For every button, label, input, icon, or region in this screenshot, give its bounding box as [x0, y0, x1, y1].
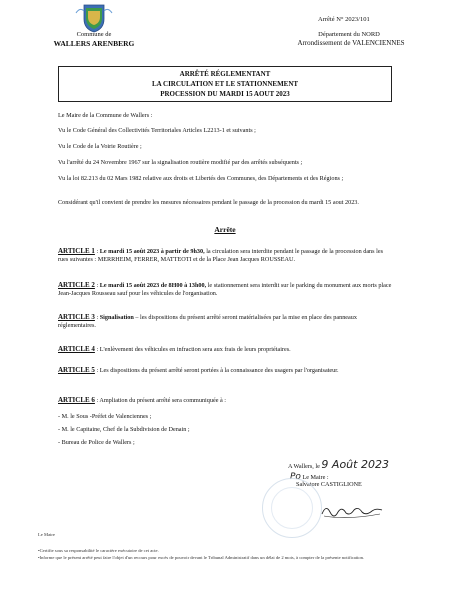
arrondissement: Arrondissement de VALENCIENNES — [297, 39, 405, 47]
handwritten-signature — [318, 500, 388, 527]
department: Département du NORD — [318, 31, 380, 38]
vu-cgct: Vu le Code Général des Collectivités Territoriales Articles L2213-1 et suivants ; — [58, 127, 256, 134]
commune-crest-logo — [72, 3, 116, 33]
article-1-bold: Le mardi 15 août 2023 à partir de 9h30, — [99, 248, 205, 255]
article-6-text: Ampliation du présent arrêté sera communiquée à : — [99, 397, 227, 404]
article-5-text: Les dispositions du présent arrêté seront portées à la connaissance des usagers par l'organisateur. — [99, 367, 339, 374]
signature-mayor-name: Salvatore CASTIGLIONE — [296, 481, 362, 488]
article-2-bold: Le mardi 15 août 2023 de 8H00 à 13h00, — [99, 282, 207, 289]
article-1-label: ARTICLE 1 — [58, 247, 95, 255]
title-line-2: LA CIRCULATION ET LE STATIONNEMENT — [151, 80, 299, 88]
article-3-bold: Signalisation — [99, 314, 134, 321]
signature-date-handwritten: 9 Août 2023 — [321, 458, 389, 471]
commune-name: WALLERS ARENBERG — [53, 39, 135, 48]
article-5-label: ARTICLE 5 — [58, 366, 95, 374]
signature-place: A Wallers, le — [288, 463, 320, 470]
official-seal-stamp — [262, 478, 322, 538]
title-box — [58, 66, 392, 102]
signature-place-date — [288, 458, 389, 471]
article-3-label: ARTICLE 3 — [58, 313, 95, 321]
considerant: Considérant qu'il convient de prendre les mesures nécessaires pendant le passage de la procession du mardi 15 aout 2023. — [58, 199, 359, 206]
article-4: ARTICLE 4 : L'enlèvement des véhicules en infraction sera aux frais de leurs propriétaires. — [58, 345, 291, 353]
article-1-text: la circulation sera interdite pendant le passage de la procession dans les rues suivantes : — [58, 248, 383, 264]
article-4-label: ARTICLE 4 — [58, 345, 95, 353]
article-3: ARTICLE 3 : Signalisation – les dispositions du présent arrêté seront matérialisées par la mise en place des panneaux réglementaires. — [58, 313, 357, 330]
article-6-label: ARTICLE 6 — [58, 396, 95, 404]
arrete-number: Arrêté N° 2023/101 — [318, 16, 370, 23]
title-line-1: ARRÊTÉ RÉGLEMENTANT — [179, 70, 271, 78]
article-2: ARTICLE 2 : Le mardi 15 août 2023 de 8H00 à 13h00, le stationnement sera interdit sur le parking du monument aux morts place Jean-Jacques Rousseau sauf pour les véhicules de l'organisation. — [58, 281, 392, 298]
article-1-streets: MERRHEIM, FERRER, MATTEOTI et de la Place Jean Jacques ROUSSEAU. — [97, 256, 295, 264]
recipient-1: - M. le Sous -Préfet de Valenciennes ; — [58, 413, 152, 420]
article-5: ARTICLE 5 : Les dispositions du présent arrêté seront portées à la connaissance des usagers par l'organisateur. — [58, 366, 339, 374]
recipient-2: - M. le Capitaine, Chef de la Subdivision de Denain ; — [58, 426, 190, 433]
vu-loi-1982: Vu la loi 82.213 du 02 Mars 1982 relative aux droits et Libertés des Communes, des Départements et des Régions ; — [58, 175, 344, 182]
signature-mayor-label: Le Maire : — [302, 474, 329, 481]
article-2-text: le stationnement sera interdit sur le parking du monument aux morts place Jean-Jacques Rousseau sauf pour les véhicules de l'organisation. — [58, 282, 392, 298]
article-3-text: – les dispositions du présent arrêté seront matérialisées par la mise en place des panneaux réglementaires. — [58, 314, 357, 330]
vu-voirie: Vu le Code de la Voirie Routière ; — [58, 143, 142, 150]
commune-label: Commune de — [76, 31, 112, 38]
vu-arrete-1967: Vu l'arrêté du 24 Novembre 1967 sur la signalisation routière modifié par des arrêtés subséquents ; — [58, 159, 303, 166]
article-1: ARTICLE 1 : Le mardi 15 août 2023 à partir de 9h30, la circulation sera interdite pendant le passage de la procession dans les rues suivantes : MERRHEIM, FERRER, MATTEOTI et de la Place Jean Jacques ROUSSEAU. — [58, 247, 383, 264]
signature-po: Po — [290, 472, 301, 482]
title-line-3: PROCESSION DU MARDI 15 AOUT 2023 — [160, 90, 290, 98]
arrete-heading: Arrête — [214, 225, 236, 234]
recipient-3: - Bureau de Police de Wallers ; — [58, 439, 135, 446]
article-4-text: L'enlèvement des véhicules en infraction sera aux frais de leurs propriétaires. — [99, 346, 291, 353]
footer-note-1: •Certifie sous sa responsabilité le caractère exécutoire de cet acte. — [38, 548, 159, 553]
footer-left-label: Le Maire — [38, 532, 55, 537]
footer-note-2: •Informe que le présent arrêté peut faire l'objet d'un recours pour excès de pouvoir devant le Tribunal Administratif dans un délai de 2 mois, à compter de la présente notification. — [38, 555, 365, 560]
article-6: ARTICLE 6 : Ampliation du présent arrêté sera communiquée à : — [58, 396, 227, 404]
article-2-label: ARTICLE 2 — [58, 281, 95, 289]
mayor-line: Le Maire de la Commune de Wallers : — [58, 112, 153, 119]
